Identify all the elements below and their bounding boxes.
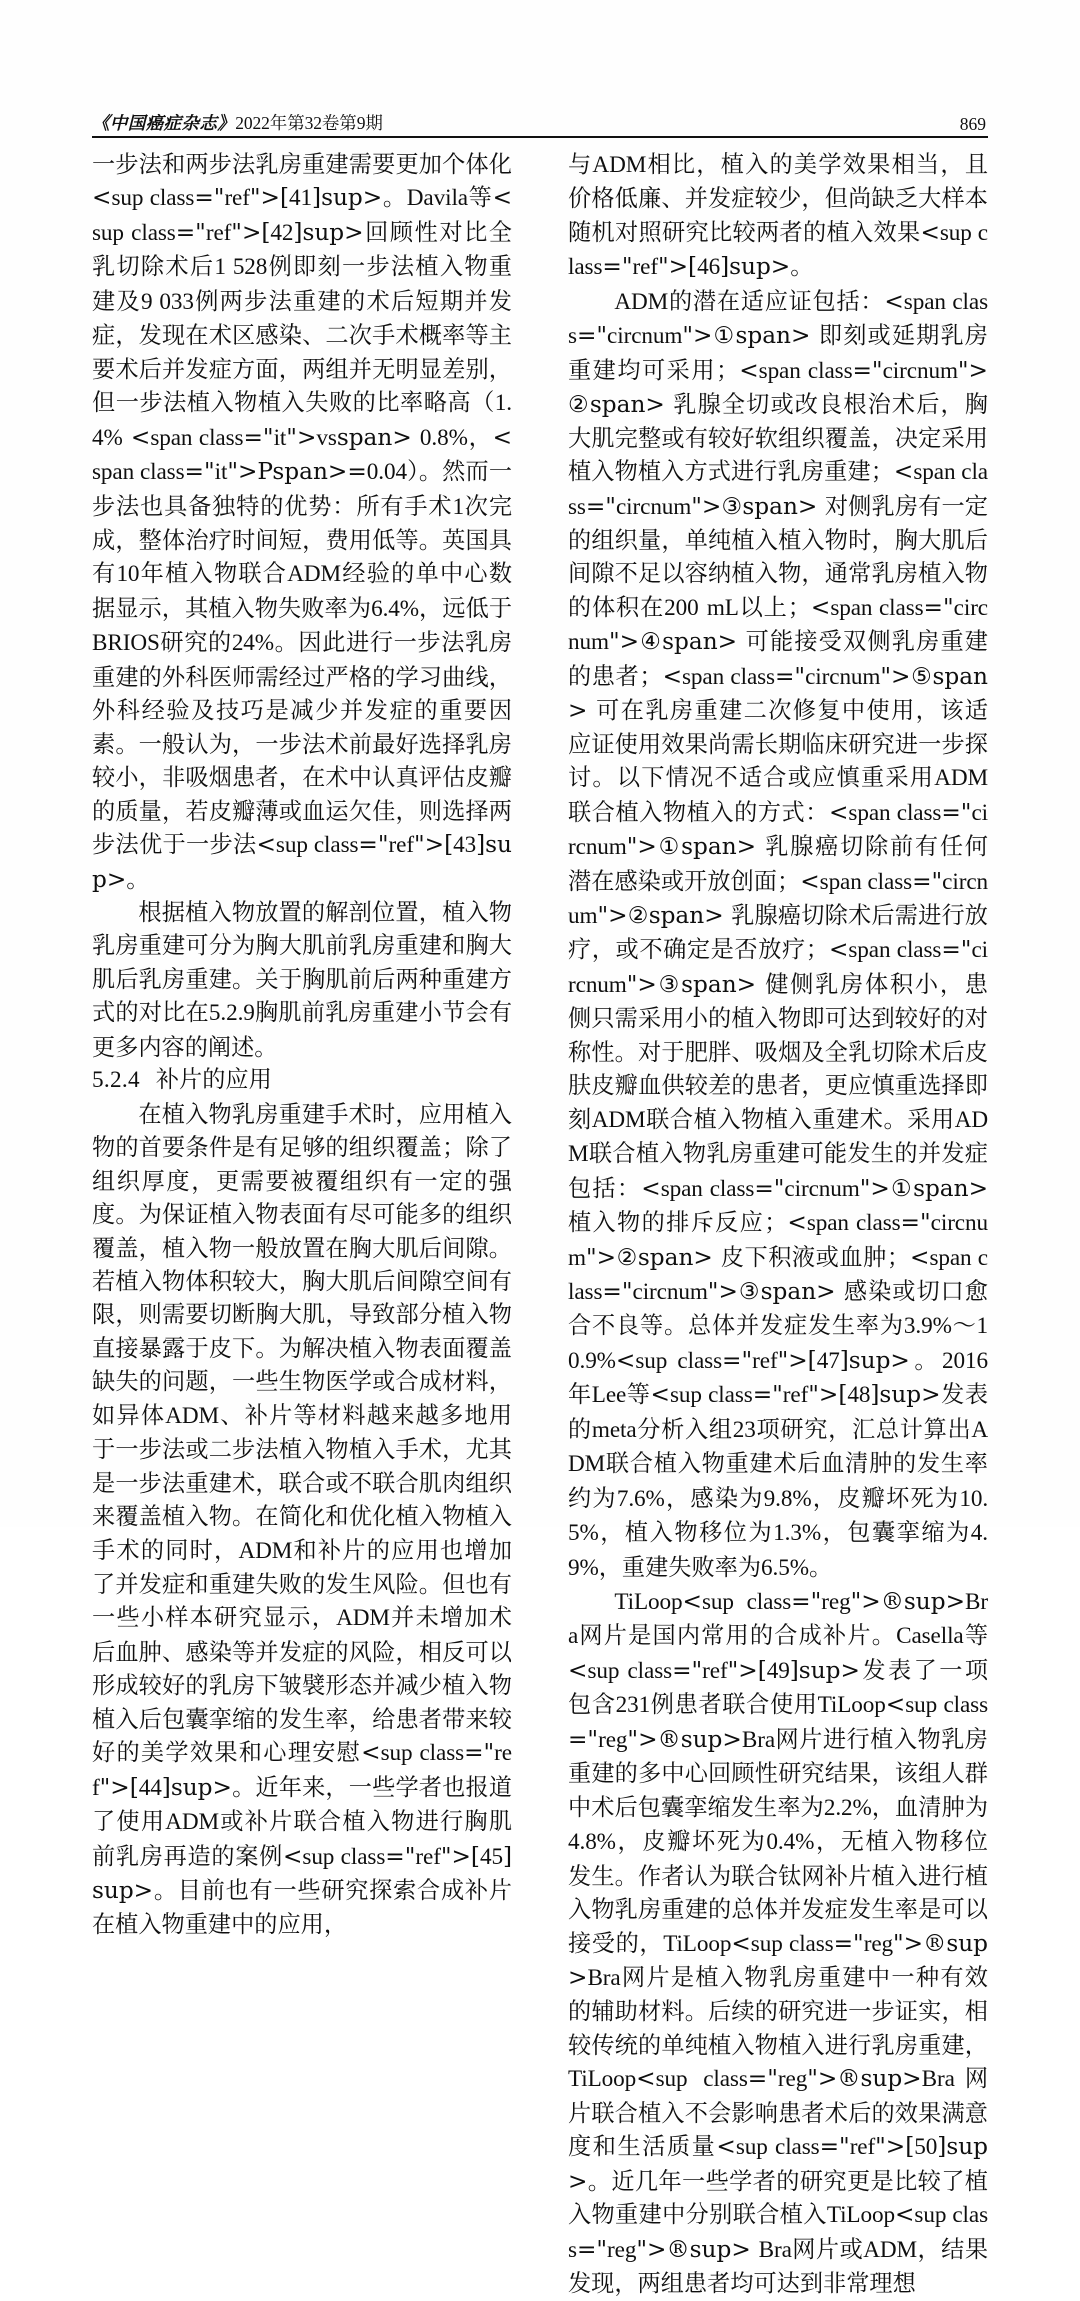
paragraph: 根据植入物放置的解剖位置，植入物乳房重建可分为胸大肌前乳房重建和胸大肌后乳房重建。关于胸肌前后两种重建方式的对比在5.2.9胸肌前乳房重建小节会有更多内容的阐述。 [92,898,513,1061]
journal-title: 《中国癌症杂志》 [92,113,236,134]
section-title: 补片的应用 [155,1067,272,1094]
section-number: 5.2.4 [92,1067,140,1094]
section-heading [92,1064,512,1097]
right-column [568,148,988,2301]
running-head [92,104,988,138]
paragraph: 与ADM相比，植入的美学效果相当，且价格低廉、并发症较少，但尚缺乏大样本随机对照研究比较两者的植入效果<sup class="ref">[46]sup>。 [568,151,989,281]
page-number: 869 [959,113,986,134]
running-head-left [92,112,383,134]
paragraph: ADM的潜在适应证包括：<span class="circnum">①span> 即刻或延期乳房重建均可采用；<span class="circnum">②span> 乳腺全切或改良根治术后，胸大肌完整或有较好软组织覆盖，决定采用植入物植入方式进行乳房重建；<span class="circnum">③span> 对侧乳房有一定的组织量，单纯植入植入物时，胸大肌后间隙不足以容纳植入物，通常乳房植入物的体积在200 mL以上；<span class="circnum">④span> 可能接受双侧乳房重建的患者；<span class="circnum">⑤span> 可在乳房重建二次修复中使用，该适应证使用效果尚需长期临床研究进一步探讨。以下情况不适合或应慎重采用ADM联合植入物植入的方式：<span class="circnum">①span> 乳腺癌切除前有任何潜在感染或开放创面；<span class="circnum">②span> 乳腺癌切除术后需进行放疗，或不确定是否放疗；<span class="circnum">③span> 健侧乳房体积小，患侧只需采用小的植入物即可达到较好的对称性。对于肥胖、吸烟及全乳切除术后皮肤皮瓣血供较差的患者，更应慎重选择即刻ADM联合植入物植入重建术。采用ADM联合植入物乳房重建可能发生的并发症包括：<span class="circnum">①span> 植入物的排斥反应；<span class="circnum">②span> 皮下积液或血肿；<span class="circnum">③span> 感染或切口愈合不良等。总体并发症发生率为3.9%～10.9%<sup class="ref">[47]sup>。2016年Lee等<sup class="ref">[48]sup>发表的meta分析入组23项研究，汇总计算出ADM联合植入物重建术后血清肿的发生率约为7.6%，感染为9.8%，皮瓣坏死为10.5%，植入物移位为1.3%，包囊挛缩为4.9%，重建失败率为6.5%。 [568,287,989,1581]
left-column [92,148,512,1941]
issue-info: 2022年第32卷第9期 [235,112,383,133]
paragraph: 一步法和两步法乳房重建需要更加个体化<sup class="ref">[41]sup>。Davila等<sup class="ref">[42]sup>回顾性对比全乳切除术后1 528例即刻一步法植入物重建及9 033例两步法重建的术后短期并发症，发现在术区感染、二次手术概率等主要术后并发症方面，两组并无明显差别，但一步法植入物植入失败的比率略高（1.4% <span class="it">vsspan> 0.8%，<span class="it">Pspan>=0.04）。然而一步法也具备独特的优势：所有手术1次完成，整体治疗时间短，费用低等。英国具有10年植入物联合ADM经验的单中心数据显示，其植入物失败率为6.4%，远低于BRIOS研究的24%。因此进行一步法乳房重建的外科医师需经过严格的学习曲线，外科经验及技巧是减少并发症的重要因素。一般认为，一步法术前最好选择乳房较小，非吸烟患者，在术中认真评估皮瓣的质量，若皮瓣薄或血运欠佳，则选择两步法优于一步法<sup class="ref">[43]sup>。 [92,151,513,893]
paragraph: TiLoop<sup class="reg">®sup>Bra网片是国内常用的合成补片。Casella等<sup class="ref">[49]sup>发表了一项包含231例患者联合使用TiLoop<sup class="reg">®sup>Bra网片进行植入物乳房重建的多中心回顾性研究结果，该组人群中术后包囊挛缩发生率为2.2%，血清肿为4.8%，皮瓣坏死为0.4%，无植入物移位发生。作者认为联合钛网补片植入进行植入物乳房重建的总体并发症发生率是可以接受的，TiLoop<sup class="reg">®sup>Bra网片是植入物乳房重建中一种有效的辅助材料。后续的研究进一步证实，相较传统的单纯植入物植入进行乳房重建，TiLoop<sup class="reg">®sup>Bra网片联合植入不会影响患者术后的效果满意度和生活质量<sup class="ref">[50]sup>。近几年一些学者的研究更是比较了植入物重建中分别联合植入TiLoop<sup class="reg">®sup> Bra网片或ADM，结果发现，两组患者均可达到非常理想 [568,1588,989,2298]
article-body [92,148,989,2298]
paragraph: 在植入物乳房重建手术时，应用植入物的首要条件是有足够的组织覆盖；除了组织厚度，更需要被覆组织有一定的强度。为保证植入物表面有尽可能多的组织覆盖，植入物一般放置在胸大肌后间隙。若植入物体积较大，胸大肌后间隙空间有限，则需要切断胸大肌，导致部分植入物直接暴露于皮下。为解决植入物表面覆盖缺失的问题，一些生物医学或合成材料，如异体ADM、补片等材料越来越多地用于一步法或二步法植入物植入手术，尤其是一步法重建术，联合或不联合肌肉组织来覆盖植入物。在简化和优化植入物植入手术的同时，ADM和补片的应用也增加了并发症和重建失败的发生风险。但也有一些小样本研究显示，ADM并未增加术后血肿、感染等并发症的风险，相反可以形成较好的乳房下皱襞形态并减少植入物植入后包囊挛缩的发生率，给患者带来较好的美学效果和心理安慰<sup class="ref">[44]sup>。近年来，一些学者也报道了使用ADM或补片联合植入物进行胸肌前乳房再造的案例<sup class="ref">[45]sup>。目前也有一些研究探索合成补片在植入物重建中的应用， [92,1100,513,1938]
